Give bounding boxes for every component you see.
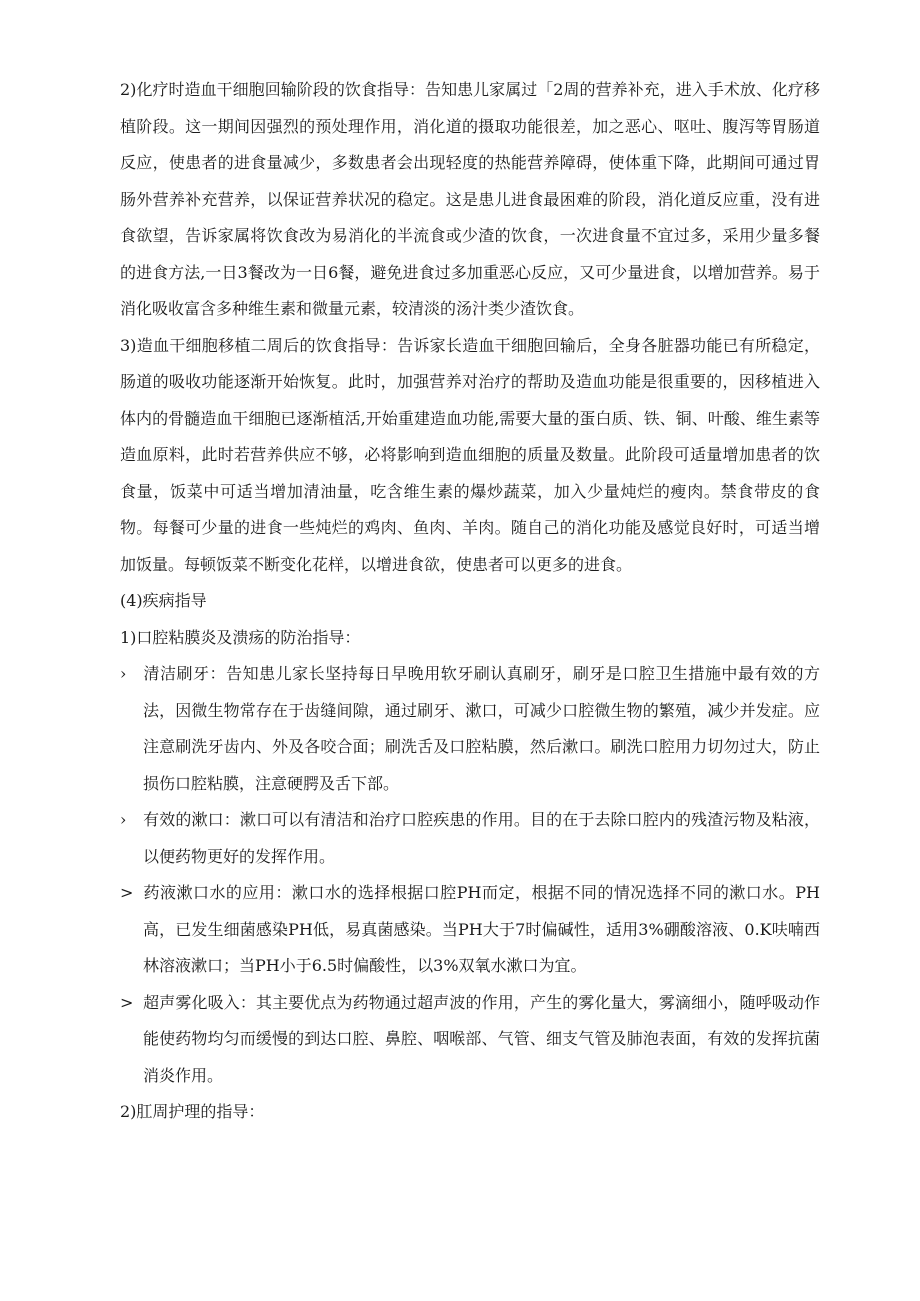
list-item-rinsing [120,802,820,875]
heading-oral-mucositis: 1)口腔粘膜炎及溃疡的防治指导： [120,627,361,647]
list-item-brushing [120,656,820,802]
heading-perianal-care: 2)肛周护理的指导： [120,1102,265,1121]
list-item-text: 清洁刷牙：告知患儿家长坚持每日早晚用软牙刷认真刷牙，刷牙是口腔卫生措施中最有效的方法，因微生物常存在于齿缝间隙，通过刷牙、漱口，可减少口腔微生物的繁殖，减少并发症。应注意刷洗牙齿内、外及各咬合面；刷洗舌及口腔粘膜，然后漱口。刷洗口腔用力切勿过大，防止损伤口腔粘膜，注意硬腭及舌下部。 [143,664,820,793]
list-item-text: 超声雾化吸入：其主要优点为药物通过超声波的作用，产生的雾化量大，雾滴细小，随呼吸动作能使药物均匀而缓慢的到达口腔、鼻腔、咽喉部、气管、细支气管及肺泡表面，有效的发挥抗菌消炎作用。 [143,992,820,1085]
heading-disease-guidance: (4)疾病指导 [120,591,207,610]
list-item-text: 有效的漱口：漱口可以有清洁和治疗口腔疾患的作用。目的在于去除口腔内的残渣污物及粘液，以便药物更好的发挥作用。 [143,810,820,866]
bullet-marker: › [120,664,127,683]
list-item-text: 药液漱口水的应用：漱口水的选择根据口腔PH而定，根据不同的情况选择不同的漱口水。PH高，已发生细菌感染PH低，易真菌感染。当PH大于7时偏碱性，适用3%硼酸溶液、0.K呋喃西林溶液漱口；当PH小于6.5时偏酸性，以3%双氧水漱口为宜。 [143,883,820,975]
bullet-marker: › [120,810,127,829]
bullet-marker: > [120,992,134,1012]
bullet-marker: > [120,883,134,902]
paragraph-chemo-diet: 2)化疗时造血干细胞回输阶段的饮食指导：告知患儿家属过「2周的营养补充，进入手术放、化疗移植阶段。这一期间因强烈的预处理作用，消化道的摄取功能很差，加之恶心、呕吐、腹泻等胃肠道反应，使患者的进食量减少，多数患者会出现轻度的热能营养障碍，使体重下降，此期间可通过胃肠外营养补充营养，以保证营养状况的稳定。这是患儿进食最困难的阶段，消化道反应重，没有进食欲望，告诉家属将饮食改为易消化的半流食或少渣的饮食，一次进食量不宜过多，采用少量多餐的进食方法,一日3餐改为一日6餐，避免进食过多加重恶心反应，又可少量进食，以增加营养。易于消化吸收富含多种维生素和微量元素，较清淡的汤汁类少渣饮食。 [120,80,820,318]
list-item-mouthwash [120,875,820,985]
list-item-nebulization [120,985,820,1095]
document-page [120,72,820,1131]
paragraph-post-transplant-diet: 3)造血干细胞移植二周后的饮食指导：告诉家长造血干细胞回输后，全身各脏器功能已有所稳定，肠道的吸收功能逐渐开始恢复。此时，加强营养对治疗的帮助及造血功能是很重要的，因移植进入体内的骨髓造血干细胞已逐渐植活,开始重建造血功能,需要大量的蛋白质、铁、铜、叶酸、维生素等造血原料，此时若营养供应不够，必将影响到造血细胞的质量及数量。此阶段可适量增加患者的饮食量，饭菜中可适当增加清油量，吃含维生素的爆炒蔬菜，加入少量炖烂的瘦肉。禁食带皮的食物。每餐可少量的进食一些炖烂的鸡肉、鱼肉、羊肉。随自己的消化功能及感觉良好时，可适当增加饭量。每顿饭菜不断变化花样，以增进食欲，使患者可以更多的进食。 [120,335,820,574]
